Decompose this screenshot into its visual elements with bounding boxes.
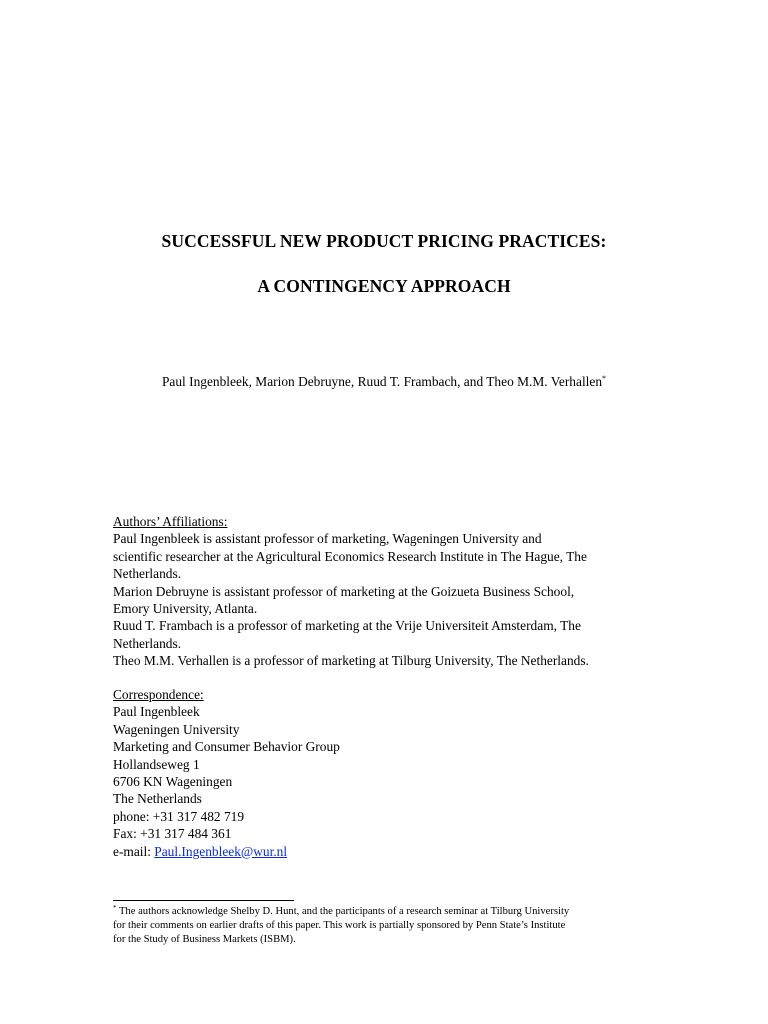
footnote-marker: *	[113, 904, 117, 912]
correspondence-name: Paul Ingenbleek	[113, 704, 200, 720]
correspondence-email-row	[113, 843, 713, 860]
paper-title-line-2: A CONTINGENCY APPROACH	[257, 276, 511, 296]
correspondence-university: Wageningen University	[113, 721, 240, 737]
paper-title-line-1: SUCCESSFUL NEW PRODUCT PRICING PRACTICES:	[161, 231, 607, 251]
correspondence-street: Hollandseweg 1	[113, 756, 200, 772]
affiliation-line: Netherlands.	[113, 635, 182, 651]
affiliations-section	[113, 513, 713, 670]
correspondence-fax: Fax: +31 317 484 361	[113, 826, 232, 842]
correspondence-postal: 6706 KN Wageningen	[113, 774, 233, 790]
affiliations-heading: Authors’ Affiliations:	[113, 514, 228, 529]
correspondence-country: The Netherlands	[113, 791, 202, 807]
footnote-line: for their comments on earlier drafts of this paper. This work is partially sponsored by Penn State’s Institute	[113, 920, 566, 931]
author-names: Paul Ingenbleek, Marion Debruyne, Ruud T. Frambach, and Theo M.M. Verhallen	[161, 374, 603, 389]
correspondence-group: Marketing and Consumer Behavior Group	[113, 739, 340, 755]
email-label: e-mail:	[113, 843, 155, 859]
footnote-text: The authors acknowledge Shelby D. Hunt, and the participants of a research seminar at Tilburg University	[116, 906, 570, 917]
affiliation-line: Ruud T. Frambach is a professor of marketing at the Vrije Universiteit Amsterdam, The	[113, 618, 581, 634]
footnote-line	[113, 905, 673, 919]
footnote-divider	[113, 900, 294, 901]
email-link[interactable]: Paul.Ingenbleek@wur.nl	[154, 843, 288, 859]
footnote	[113, 905, 673, 947]
affiliation-line: scientific researcher at the Agricultural Economics Research Institute in The Hague, The	[113, 548, 587, 564]
affiliation-line: Netherlands.	[113, 566, 182, 582]
footnote-line: for the Study of Business Markets (ISBM).	[113, 934, 296, 945]
affiliation-line: Paul Ingenbleek is assistant professor of marketing, Wageningen University and	[113, 531, 542, 547]
correspondence-phone: phone: +31 317 482 719	[113, 808, 245, 824]
affiliation-line: Marion Debruyne is assistant professor of marketing at the Goizueta Business School,	[113, 583, 575, 599]
author-list	[0, 374, 768, 390]
correspondence-section	[113, 686, 713, 860]
affiliation-line: Theo M.M. Verhallen is a professor of marketing at Tilburg University, The Netherlands.	[113, 653, 589, 669]
correspondence-heading: Correspondence:	[113, 687, 204, 702]
affiliation-line: Emory University, Atlanta.	[113, 601, 258, 617]
footnote-marker: *	[602, 374, 607, 383]
